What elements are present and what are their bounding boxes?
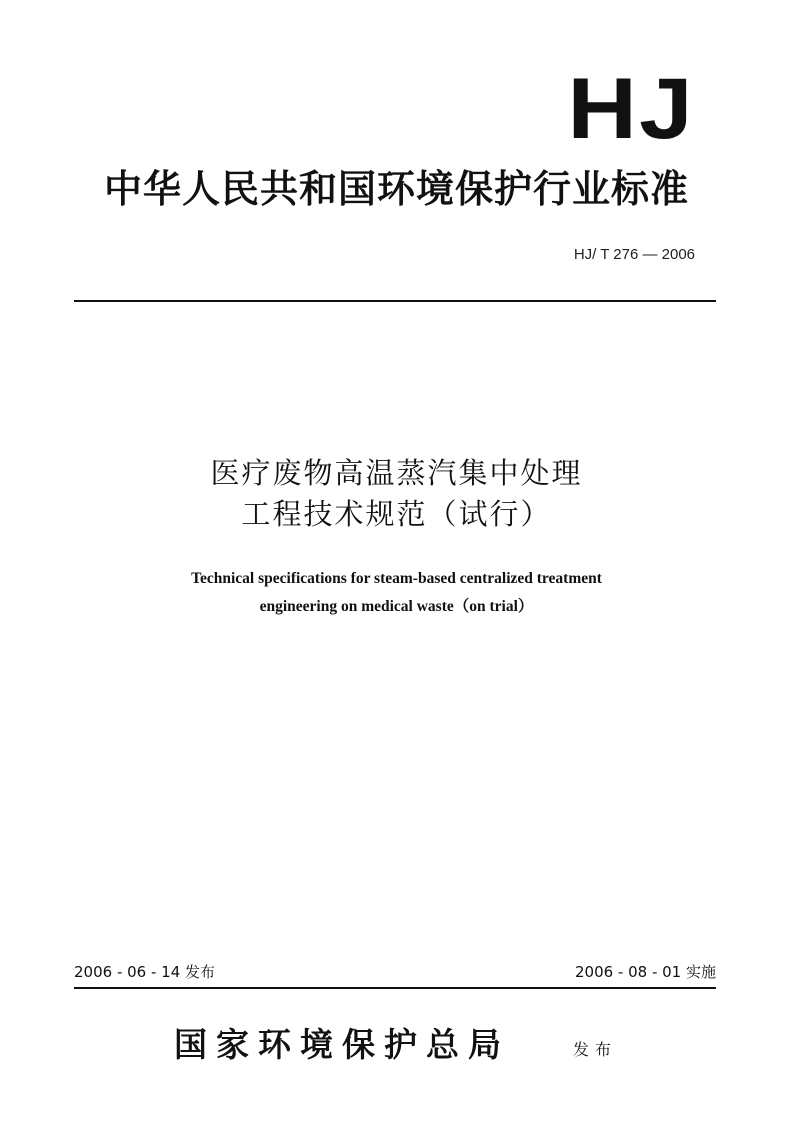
chinese-title [0, 453, 793, 535]
english-title-line-1: Technical specifications for steam-based centralized treatment [191, 570, 602, 587]
chinese-title-line-2: 工程技术规范（试行） [241, 497, 552, 531]
implement-date: 2006 - 08 - 01 实施 [574, 963, 716, 981]
hj-logo: HJ [567, 61, 695, 157]
standard-category-title: 中华人民共和国环境保护行业标准 [103, 166, 689, 211]
issue-label: 发布 [573, 1040, 618, 1059]
bottom-divider [74, 987, 716, 989]
top-divider [74, 300, 716, 302]
issue-date: 2006 - 06 - 14 发布 [74, 963, 216, 981]
standard-number: HJ/ T 276 — 2006 [573, 246, 695, 263]
chinese-title-line-1: 医疗废物高温蒸汽集中处理 [210, 456, 583, 490]
english-title-line-2: engineering on medical waste（on trial） [259, 598, 534, 615]
english-title [0, 565, 793, 621]
issuing-authority: 国家环境保护总局 [174, 1025, 510, 1064]
